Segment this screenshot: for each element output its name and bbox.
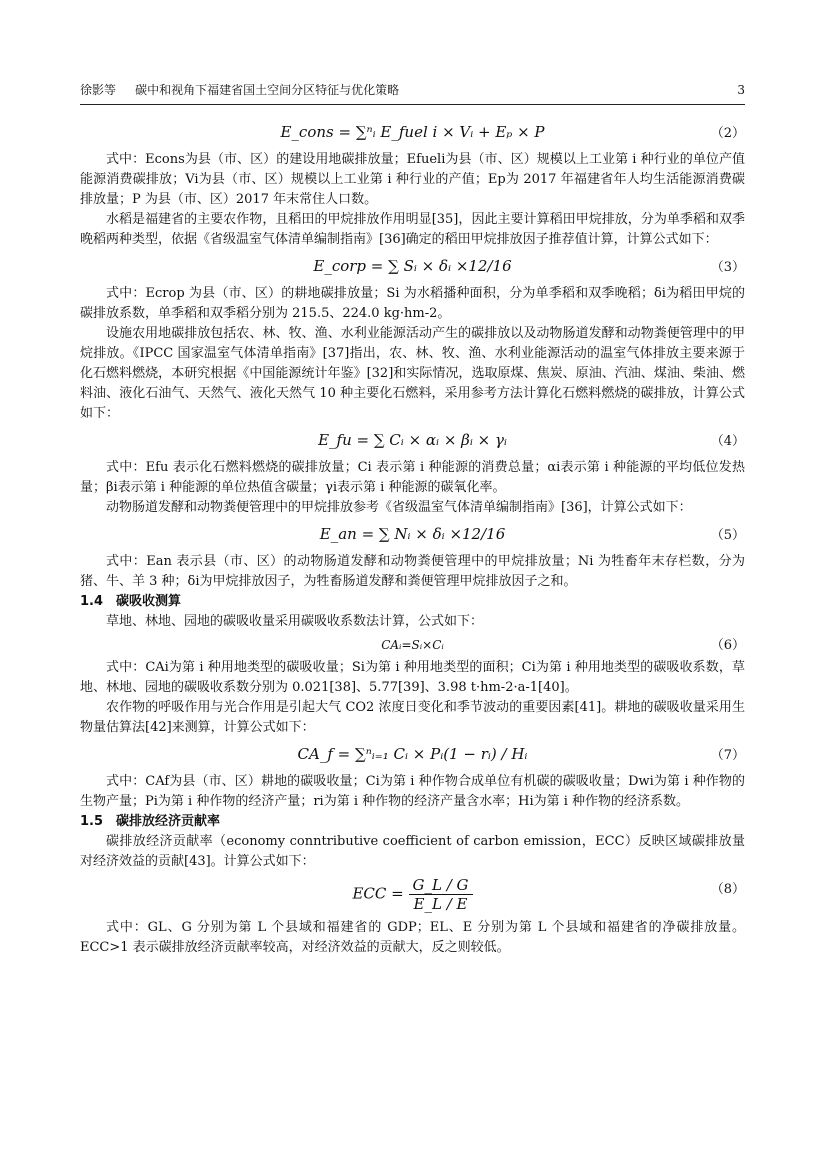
equation-8-numerator: G_L / G (409, 876, 473, 895)
equation-8-fraction (409, 876, 473, 913)
paragraph: 草地、林地、园地的碳吸收量采用碳吸收系数法计算，公式如下： (106, 614, 484, 629)
equation-4 (80, 426, 745, 456)
paragraph: 式中：Ean 表示县（市、区）的动物肠道发酵和动物粪便管理中的甲烷排放量；Ni 为牲畜年末存栏数，分为猪、牛、羊 3 种；δi为甲烷排放因子，为牲畜肠道发酵和粪便管理甲烷排放因子之和。 (80, 554, 745, 589)
section-heading-1-4: 1.4 碳吸收测算 (80, 594, 182, 609)
paragraph: 式中：Econs为县（市、区）的建设用地碳排放量；Efueli为县（市、区）规模以上工业第 i 种行业的单位产值能源消费碳排放；Vi为县（市、区）规模以上工业第 i 种行业的产值；Ep为 2017 年福建省年人均生活能源消费碳排放量；P 为县（市、区）2017 年末常住人口数。 (80, 152, 745, 207)
page-number: 3 (737, 83, 745, 97)
paragraph: 水稻是福建省的主要农作物，且稻田的甲烷排放作用明显[35]，因此主要计算稻田甲烷排放，分为单季稻和双季晚稻两种类型，依据《省级温室气体清单编制指南》[36]确定的稻田甲烷排放因子推荐值计算，计算公式如下： (80, 212, 745, 247)
header-authors: 徐影等 (80, 83, 117, 97)
paragraph: 式中：Efu 表示化石燃料燃烧的碳排放量；Ci 表示第 i 种能源的消费总量；αi表示第 i 种能源的平均低位发热量；βi表示第 i 种能源的单位热值含碳量；γi表示第 i 种能源的碳氧化率。 (80, 460, 745, 495)
equation-6 (80, 634, 745, 656)
equation-6-formula: CAᵢ=Sᵢ×Cᵢ (381, 638, 444, 652)
equation-8-formula (80, 876, 745, 913)
paragraph: 设施农用地碳排放包括农、林、牧、渔、水利业能源活动产生的碳排放以及动物肠道发酵和动物粪便管理中的甲烷排放。《IPCC 国家温室气体清单指南》[37]指出，农、林、牧、渔、水利业能源活动的温室气体排放主要来源于化石燃料燃烧，本研究根据《中国能源统计年鉴》[32]和实际情况，选取原煤、焦炭、原油、汽油、煤油、柴油、燃料油、液化石油气、天然气、液化天然气 10 种主要化石燃料，采用参考方法计算化石燃料燃烧的碳排放，计算公式如下： (80, 326, 745, 421)
equation-3 (80, 252, 745, 282)
equation-7 (80, 740, 745, 770)
equation-2-number: （2） (710, 126, 745, 141)
equation-7-formula: CA_f = ∑ⁿᵢ₌₁ Cᵢ × Pᵢ(1 − rᵢ) / Hᵢ (297, 745, 528, 763)
equation-5-formula: E_an = ∑ Nᵢ × δᵢ ×12/16 (319, 525, 506, 543)
equation-5 (80, 520, 745, 550)
equation-7-number: （7） (710, 748, 745, 763)
equation-3-number: （3） (710, 260, 745, 275)
body-text (80, 116, 745, 958)
running-header (80, 80, 745, 100)
equation-8 (80, 874, 745, 916)
equation-3-formula: E_corp = ∑ Sᵢ × δᵢ ×12/16 (313, 257, 512, 275)
paragraph: 农作物的呼吸作用与光合作用是引起大气 CO2 浓度日变化和季节波动的重要因素[41]。耕地的碳吸收量采用生物量估算法[42]来测算，计算公式如下： (80, 700, 745, 735)
paragraph: 碳排放经济贡献率（economy conntributive coefficient of carbon emission，ECC）反映区域碳排放量对经济效益的贡献[43]。计算公式如下： (80, 834, 745, 869)
equation-6-number: （6） (710, 638, 745, 653)
equation-2 (80, 118, 745, 148)
equation-4-number: （4） (710, 434, 745, 449)
header-rule (80, 104, 745, 105)
equation-5-number: （5） (710, 528, 745, 543)
equation-8-lhs: ECC = (352, 884, 404, 903)
equation-8-denominator: E_L / E (413, 895, 468, 913)
equation-2-formula: E_cons = ∑ⁿᵢ E_fuel i × Vᵢ + Eₚ × P (280, 123, 545, 141)
header-title: 碳中和视角下福建省国土空间分区特征与优化策略 (135, 83, 400, 97)
section-heading-1-5: 1.5 碳排放经济贡献率 (80, 814, 221, 829)
paragraph: 式中：Ecrop 为县（市、区）的耕地碳排放量；Si 为水稻播种面积，分为单季稻和双季晚稻；δi为稻田甲烷的碳排放系数，单季稻和双季稻分别为 215.5、224.0 kg·hm-2。 (80, 286, 745, 321)
paragraph: 式中：GL、G 分别为第 L 个县域和福建省的 GDP；EL、E 分别为第 L 个县域和福建省的净碳排放量。ECC>1 表示碳排放经济贡献率较高，对经济效益的贡献大，反之则较低。 (80, 920, 745, 955)
paragraph: 式中：CAf为县（市、区）耕地的碳吸收量；Ci为第 i 种作物合成单位有机碳的碳吸收量；Dwi为第 i 种作物的生物产量；Pi为第 i 种作物的经济产量；ri为第 i 种作物的经济产量含水率；Hi为第 i 种作物的经济系数。 (80, 774, 745, 809)
equation-4-formula: E_fu = ∑ Cᵢ × αᵢ × βᵢ × γᵢ (318, 431, 507, 449)
paragraph: 动物肠道发酵和动物粪便管理中的甲烷排放参考《省级温室气体清单编制指南》[36]，计算公式如下： (106, 500, 692, 515)
header-authors-title (80, 80, 399, 100)
equation-8-number: （8） (710, 882, 745, 897)
paragraph: 式中：CAi为第 i 种用地类型的碳吸收量；Si为第 i 种用地类型的面积；Ci为第 i 种用地类型的碳吸收系数，草地、林地、园地的碳吸收系数分别为 0.021[38]、5.77[39]、3.98 t·hm-2·a-1[40]。 (80, 660, 745, 695)
